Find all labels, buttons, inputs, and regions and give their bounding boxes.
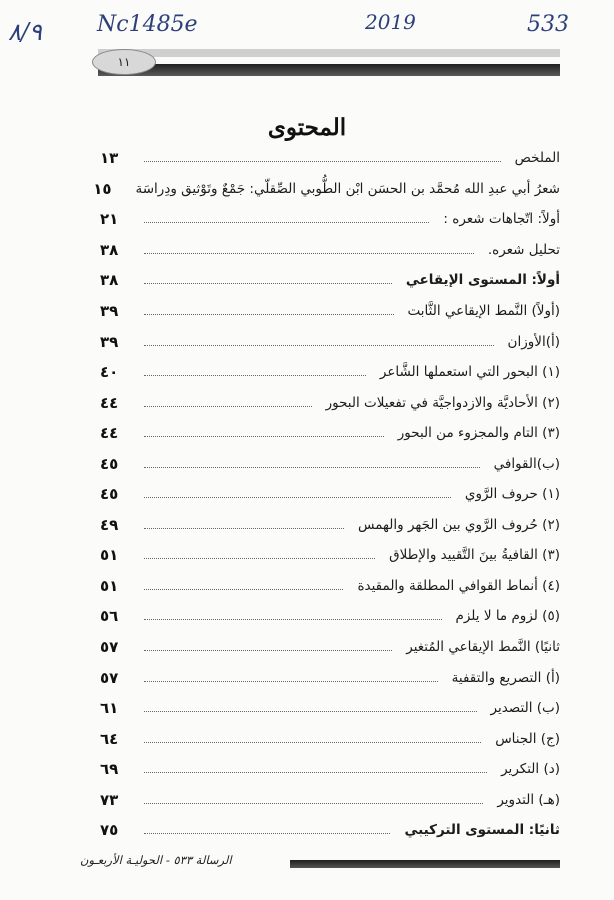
toc-entry-label: (ب) التصدير bbox=[490, 700, 560, 717]
dotted-leader bbox=[144, 160, 501, 162]
toc-entry-label: ثانيًا: المستوى التركيبي bbox=[404, 822, 560, 839]
toc-entry bbox=[100, 723, 560, 754]
toc-entry-page: ٤٠ bbox=[100, 363, 119, 382]
footer-rule bbox=[290, 860, 560, 868]
toc-entry-page: ١٣ bbox=[100, 149, 119, 168]
toc-entry-label: (٥) لزوم ما لا يلزم bbox=[455, 608, 560, 625]
dotted-leader bbox=[144, 618, 442, 620]
toc-entry-label: (٣) القافيةُ بينَ التَّقييد والإطلاق bbox=[389, 547, 560, 564]
toc-entry-label: أولاً: اتّجاهات شعره : bbox=[443, 211, 560, 228]
toc-entry-page: ٣٨ bbox=[100, 271, 119, 290]
toc-entry-label: (٢) الأحاديَّة والازدواجيَّة في تفعيلات البحور bbox=[325, 394, 560, 411]
toc-entry-label: أولاً: المستوى الإيقاعي bbox=[405, 272, 560, 289]
page-title: المحتوى bbox=[267, 114, 347, 141]
toc-entry-page: ٢١ bbox=[100, 210, 119, 229]
toc-entry bbox=[100, 693, 560, 724]
handwritten-year: 2019 bbox=[365, 10, 416, 34]
dotted-leader bbox=[144, 771, 487, 773]
dotted-leader bbox=[144, 282, 392, 284]
toc-entry bbox=[100, 143, 560, 174]
toc-entry bbox=[100, 479, 560, 510]
table-of-contents bbox=[93, 143, 560, 846]
toc-entry bbox=[100, 662, 560, 693]
toc-entry-page: ٦٩ bbox=[100, 760, 119, 779]
dotted-leader bbox=[144, 405, 312, 407]
dotted-leader bbox=[144, 741, 481, 743]
handwritten-issue-number: 533 bbox=[527, 12, 569, 37]
toc-entry bbox=[93, 174, 560, 205]
toc-entry-page: ٤٥ bbox=[100, 485, 119, 504]
toc-entry-label: (أ) التصريع والتقفية bbox=[451, 669, 560, 686]
toc-entry-page: ٤٤ bbox=[100, 393, 119, 412]
toc-entry-page: ٥٧ bbox=[100, 638, 119, 657]
dotted-leader bbox=[144, 680, 438, 682]
dotted-leader bbox=[144, 496, 451, 498]
dotted-leader bbox=[144, 374, 366, 376]
toc-entry-label: تحليل شعره. bbox=[487, 241, 560, 258]
toc-entry bbox=[100, 601, 560, 632]
dotted-leader bbox=[144, 435, 384, 437]
toc-entry-page: ٣٨ bbox=[100, 240, 119, 259]
toc-entry bbox=[100, 510, 560, 541]
toc-entry bbox=[100, 235, 560, 266]
toc-entry bbox=[100, 357, 560, 388]
dotted-leader bbox=[144, 221, 429, 223]
toc-entry-label: (٢) حُروف الرَّوي بين الجَهر والهمس bbox=[358, 516, 560, 533]
toc-entry bbox=[100, 265, 560, 296]
toc-entry-page: ٤٤ bbox=[100, 424, 119, 443]
toc-entry-label: (٤) أنماط القوافي المطلقة والمقيدة bbox=[357, 577, 560, 594]
footer-text: الرسالة ٥٣٣ - الحوليـة الأربعـون bbox=[80, 853, 232, 867]
toc-entry-page: ٥٦ bbox=[100, 607, 119, 626]
handwritten-prefix: ٨/٩ bbox=[8, 18, 42, 46]
dotted-leader bbox=[144, 313, 394, 315]
dotted-leader bbox=[144, 588, 343, 590]
dotted-leader bbox=[144, 832, 390, 834]
toc-entry bbox=[100, 448, 560, 479]
dotted-leader bbox=[144, 649, 392, 651]
header-rule-light bbox=[98, 49, 560, 57]
toc-entry-label: (١) البحور التي استعملها الشَّاعر bbox=[379, 364, 560, 381]
toc-entry-label: (أ)الأوزان bbox=[507, 333, 560, 350]
handwritten-record-id: Nc1485e bbox=[97, 12, 198, 37]
toc-entry-page: ٦١ bbox=[100, 699, 119, 718]
toc-entry bbox=[100, 754, 560, 785]
dotted-leader bbox=[144, 710, 477, 712]
toc-entry-page: ٣٩ bbox=[100, 332, 119, 351]
toc-entry-page: ٣٩ bbox=[100, 302, 119, 320]
toc-entry-page: ٦٤ bbox=[100, 729, 119, 748]
header-rule bbox=[98, 64, 560, 76]
toc-entry-label: شعرُ أبي عبدِ الله مُحمَّد بن الحسَن ابْن الطُّوبي الصِّقلّي: جَمْعٌ وتَوْثيق ودِراسَة bbox=[135, 180, 560, 197]
toc-entry-page: ٤٩ bbox=[100, 515, 119, 534]
toc-entry-label: (د) التكرير bbox=[501, 761, 560, 778]
toc-entry bbox=[100, 540, 560, 571]
dotted-leader bbox=[144, 466, 480, 468]
toc-entry-page: ٧٣ bbox=[100, 790, 119, 809]
toc-entry bbox=[100, 296, 560, 327]
toc-entry-page: ٥١ bbox=[100, 546, 119, 565]
toc-entry bbox=[100, 632, 560, 663]
toc-entry-page: ٥١ bbox=[100, 576, 119, 595]
dotted-leader bbox=[144, 557, 375, 559]
dotted-leader bbox=[144, 527, 344, 529]
toc-entry bbox=[100, 387, 560, 418]
toc-entry-label: (١) حروف الرَّوي bbox=[464, 486, 560, 503]
toc-entry-label: (ج) الجناس bbox=[495, 730, 560, 747]
dotted-leader bbox=[144, 344, 494, 346]
toc-entry bbox=[100, 815, 560, 846]
toc-entry-label: (أولاً) النَّمط الإيقاعي الثَّابت bbox=[407, 303, 560, 319]
page-number-badge: ١١ bbox=[92, 49, 156, 75]
toc-entry bbox=[100, 784, 560, 815]
toc-entry-label: (هـ) التدوير bbox=[497, 791, 560, 808]
toc-entry-label: الملخص bbox=[514, 150, 560, 167]
toc-entry-label: (ب)القوافي bbox=[493, 455, 560, 472]
dotted-leader bbox=[144, 802, 483, 804]
dotted-leader bbox=[144, 252, 474, 254]
toc-entry bbox=[100, 326, 560, 357]
toc-entry-label: ثانيًا) النَّمط الإيقاعي المُتغير bbox=[406, 639, 560, 656]
toc-entry-page: ١٥ bbox=[93, 179, 112, 198]
toc-entry-label: (٣) التام والمجزوء من البحور bbox=[397, 425, 560, 442]
toc-entry-page: ٧٥ bbox=[100, 821, 119, 840]
toc-entry bbox=[100, 204, 560, 235]
toc-entry bbox=[100, 418, 560, 449]
toc-entry-page: ٤٥ bbox=[100, 454, 119, 473]
toc-entry bbox=[100, 571, 560, 602]
toc-entry-page: ٥٧ bbox=[100, 668, 119, 687]
